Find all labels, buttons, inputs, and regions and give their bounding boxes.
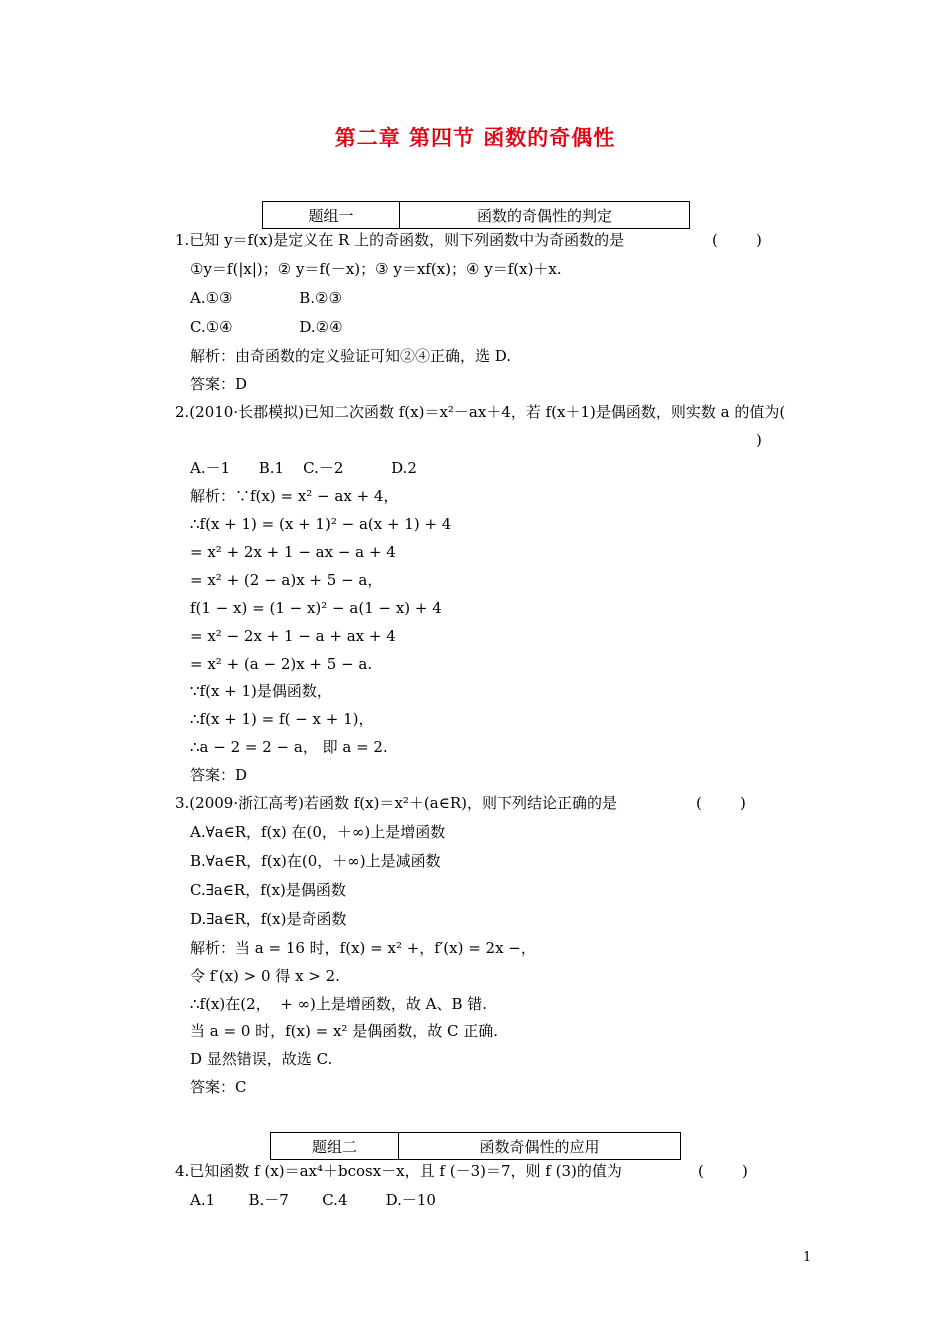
question-1-options-ab: A.①③ B.②③ — [190, 289, 342, 307]
question-3-analysis-line: ∴f(x)在(2， + ∞)上是增函数，故 A、B 错. — [190, 995, 488, 1013]
question-3-option-d: D.∃a∈R，f(x)是奇函数 — [190, 910, 347, 928]
question-2-analysis-line: ∴a − 2 = 2 − a， 即 a = 2. — [190, 738, 388, 756]
question-1-options-cd: C.①④ D.②④ — [190, 318, 343, 336]
question-3-answer: 答案：C — [190, 1078, 247, 1096]
question-3-option-b: B.∀a∈R，f(x)在(0，＋∞)上是减函数 — [190, 852, 441, 870]
question-2-analysis-line: = x² − 2x + 1 − a + ax + 4 — [190, 627, 396, 645]
question-2-bracket-close: ) — [756, 431, 762, 449]
group-2-topic: 函数奇偶性的应用 — [479, 1137, 600, 1156]
question-3-analysis-line: D 显然错误，故选 C. — [190, 1050, 333, 1068]
question-2-analysis-line: = x² + (2 − a)x + 5 − a， — [190, 571, 383, 589]
question-2-analysis-line: ∴f(x + 1) = (x + 1)² − a(x + 1) + 4 — [190, 515, 452, 533]
question-3-option-a: A.∀a∈R，f(x) 在(0，＋∞)上是增函数 — [190, 823, 446, 841]
question-3-text: 3.(2009·浙江高考)若函数 f(x)＝x²＋(a∈R)，则下列结论正确的是 — [175, 794, 617, 812]
question-2-answer: 答案：D — [190, 766, 248, 784]
group-2-label: 题组二 — [271, 1133, 399, 1159]
question-2-options: A.－1 B.1 C.－2 D.2 — [190, 459, 417, 477]
question-3-analysis-line: 解析：当 a = 16 时，f(x) = x² +，f′(x) = 2x −， — [190, 939, 536, 957]
page-title: 第二章 第四节 函数的奇偶性 — [334, 126, 616, 150]
question-2-analysis-line: ∴f(x + 1) = f( − x + 1)， — [190, 710, 374, 728]
question-3-analysis-line: 令 f′(x) > 0 得 x > 2. — [190, 967, 340, 985]
group-1-label: 题组一 — [263, 202, 400, 228]
question-2-analysis-line: ∵f(x + 1)是偶函数， — [190, 682, 332, 700]
question-2-analysis-line: f(1 − x) = (1 − x)² − a(1 − x) + 4 — [190, 599, 442, 617]
question-3-option-c: C.∃a∈R，f(x)是偶函数 — [190, 881, 346, 899]
question-3-answer-bracket: ( ) — [696, 794, 746, 812]
question-1-text: 1.已知 y＝f(x)是定义在 R 上的奇函数，则下列函数中为奇函数的是 — [175, 231, 625, 249]
group-2-header — [270, 1132, 681, 1160]
question-3-analysis-line: 当 a = 0 时，f(x) = x² 是偶函数，故 C 正确. — [190, 1022, 498, 1040]
question-2-analysis-line: = x² + (a − 2)x + 5 − a. — [190, 655, 373, 673]
question-4-options: A.1 B.－7 C.4 D.－10 — [190, 1191, 436, 1209]
question-1-statements: ①y＝f(|x|)；② y＝f(－x)；③ y＝xf(x)；④ y＝f(x)＋x. — [190, 260, 562, 278]
question-2-analysis-line: 解析：∵f(x) = x² − ax + 4， — [190, 487, 399, 505]
page-number: 1 — [803, 1250, 812, 1265]
group-1-header — [262, 201, 690, 229]
question-4-text: 4.已知函数 f (x)＝ax⁴＋bcosx－x，且 f (－3)＝7，则 f (3)的值为 — [175, 1162, 622, 1180]
question-4-answer-bracket: ( ) — [698, 1162, 748, 1180]
group-1-topic: 函数的奇偶性的判定 — [476, 206, 612, 225]
question-2-analysis-line: = x² + 2x + 1 − ax − a + 4 — [190, 543, 396, 561]
question-1-answer-bracket: ( ) — [712, 231, 762, 249]
question-1-analysis: 解析：由奇函数的定义验证可知②④正确，选 D. — [190, 347, 512, 365]
question-2-text: 2.(2010·长郡模拟)已知二次函数 f(x)＝x²－ax＋4，若 f(x＋1)是偶函数，则实数 a 的值为( — [175, 403, 786, 421]
question-1-answer: 答案：D — [190, 375, 248, 393]
